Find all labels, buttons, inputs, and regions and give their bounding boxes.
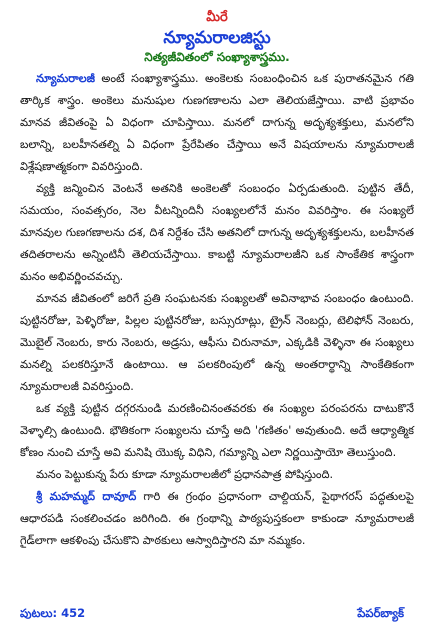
pre-title: మీరే	[206, 10, 228, 25]
paragraph-3	[20, 288, 414, 398]
paragraph-1	[20, 68, 414, 178]
paragraph-5	[20, 464, 414, 486]
book-subtitle: నిత్యజీవితంలో సంఖ్యాశాస్త్రము.	[144, 49, 290, 64]
paragraph-text: వ్యక్తి జన్మించిన వెంటనే అతనికి అంకెలతో సంబంధం ఏర్పడుతుంది. పుట్టిన తేదీ, సమయం, సంవత్సరం, నెల వీటన్నిందినీ సంఖ్యలలోనే మనం వివరిస్తాం. ఈ సంఖ్యలే మానవుల గుణగణాలను దశ, దిశ నిర్దేశం చేసి అతనిలో దాగున్న అదృశ్యశక్తులను, బలహీనత తదితరాలను అన్నింటినీ తెలియచేస్తాయి. కాబట్టి న్యూమరాలజీని ఒక సాంకేతిక శాస్త్రంగా మనం అభివర్ణించవచ్చు.	[20, 182, 414, 284]
paragraph-text: మానవ జీవితంలో జరిగే ప్రతి సంఘటనకు సంఖ్యలతో అవినాభావ సంబంధం ఉంటుంది. పుట్టినరోజు, పెళ్ళిరోజు, పిల్లల పుట్టినరోజు, బస్సురూట్లు, ట్రైన్ నెంబర్లు, టెలిఫోన్ నెంబరు, మొబైల్ నెంబరు, కారు నెంబరు, అడ్రసు, ఆఫీసు చిరునామా, ఎక్కడికి వెళ్ళినా ఈ సంఖ్యలు మనల్ని పలకరిస్తూనే ఉంటాయి. ఆ పలకరింపులో ఉన్న అంతరార్థాన్ని సాంకేతికంగా న్యూమరాలజీ వివరిస్తుంది.	[20, 292, 414, 394]
highlight-term: న్యూమరాలజీ	[36, 72, 95, 86]
paragraph-6	[20, 486, 414, 552]
paragraph-text: గారి ఈ గ్రంథం ప్రధానంగా చాల్దియన్, పైథాగరస్ పద్ధతులపై ఆధారపడి సంకలించడం జరిగింది. ఈ గ్రంథాన్ని పాఠ్యపుస్తకంలా కాకుండా న్యూమరాలజీ గైడ్‌లాగా ఆకళింపు చేసుకొని పాఠకులు ఆస్వాదిస్తారని మా నమ్మకం.	[20, 490, 414, 548]
paragraph-2	[20, 178, 414, 288]
paragraph-text: ఒక వ్యక్తి పుట్టిన దగ్గరనుండి మరణించినంతవరకు ఈ సంఖ్యల పరంపరను దాటుకొనే వెళ్ళాల్సి ఉంటుంది. భౌతికంగా సంఖ్యలను చూస్తే అది 'గణితం' అవుతుంది. అదే ఆధ్యాత్మిక కోణం నుంచి చూస్తే అవి మనిషి యొక్క విధిని, గమ్యాన్ని ఎలా నిర్ణయిస్తాయో తెలుస్తుంది.	[20, 402, 414, 460]
book-title: న్యూమరాలజిస్టు	[163, 27, 271, 48]
book-format: పేపర్‌బ్యాక్	[357, 606, 404, 620]
description-body	[20, 68, 414, 552]
paragraph-text: అంటే సంఖ్యాశాస్త్రము. అంకెలకు సంబంధించిన ఒక పురాతనమైన గతి తార్కిక శాస్త్రం. అంకెలు మనుషుల గుణగణాలను ఎలా తెలియజేస్తాయి. వాటి ప్రభావం మానవ జీవితంపై ఏ విధంగా చూపిస్తాయి. మనలో దాగున్న అదృశ్యశక్తులు, మనలోని బలాన్ని, బలహీనతల్ని ఏ విధంగా ప్రేరేపితం చేస్తాయి అనే విషయాలను న్యూమరాలజీ విశ్లేషణాత్మకంగా వివరిస్తుంది.	[20, 72, 414, 174]
page-count: పుటలు: 452	[20, 606, 86, 620]
paragraph-text: మనం పెట్టుకున్న పేరు కూడా న్యూమరాలజీలో ప్రధానపాత్ర పోషిస్తుంది.	[36, 468, 334, 482]
author-name: శ్రీ మహమ్మద్ దావూద్	[36, 490, 137, 504]
page-footer	[20, 606, 404, 623]
paragraph-4	[20, 398, 414, 464]
